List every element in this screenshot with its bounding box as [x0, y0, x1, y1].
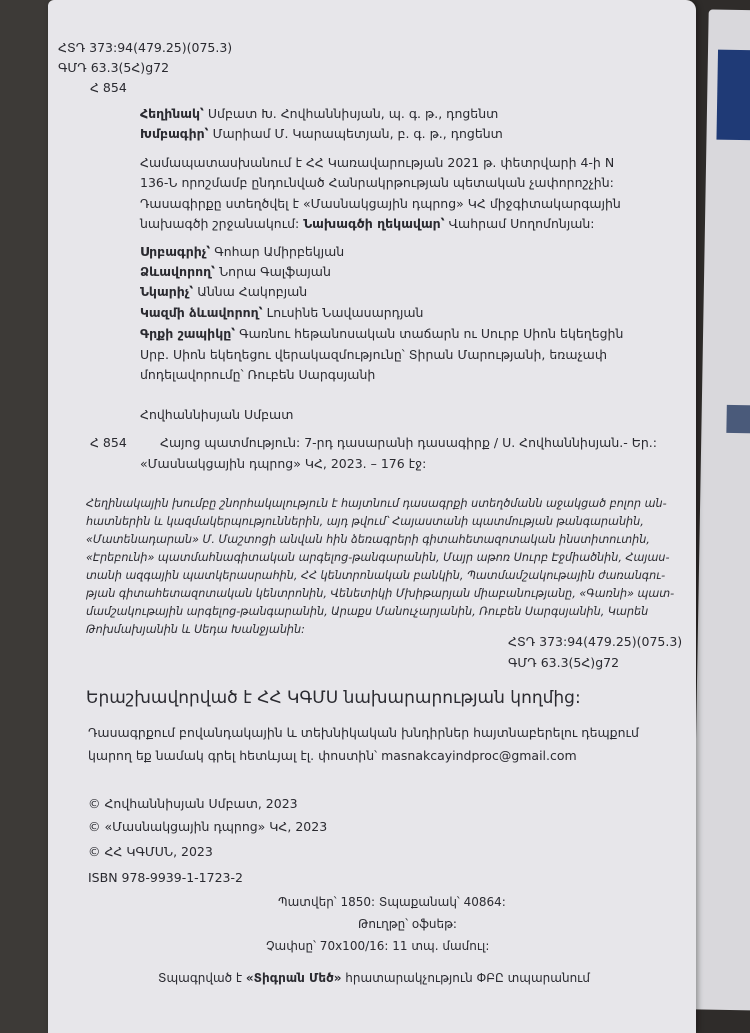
adjacent-page-gray-block	[726, 405, 750, 434]
acknowledgement-line: «Մատենադարան» Մ. Մաշտոցի անվան հին ձեռագրերի գիտահետազոտական ինստիտուտին,	[86, 533, 650, 546]
acknowledgement-line: «Էրեբունի» պատմահնագիտական արգելոց-թանգարանին, Մայր աթոռ Սուրբ Էջմիածնին, Հայաս-	[86, 551, 670, 564]
credit-name: Գոհար Ամիրբեկյան	[210, 244, 345, 259]
isbn: ISBN 978-9939-1-1723-2	[88, 870, 243, 885]
printer-name: «Տիգրան Մեծ»	[245, 971, 342, 985]
bbk-code: ԳՄԴ 63.3(5Հ)g72	[58, 60, 170, 75]
credit-proofreader	[140, 246, 344, 259]
credit-role: Հեղինակ՝	[140, 106, 204, 121]
acknowledgement-line: Հեղինակային խումբը շնորհակալություն է հայտնում դասագրքի ստեղծմանն աջակցած բոլոր ան-	[86, 497, 667, 510]
credit-illustrator	[140, 286, 307, 299]
catalog-line: «Մասնակցային դպրոց» ԿՀ, 2023. – 176 էջ:	[140, 456, 427, 471]
approval-line: Համապատասխանում է ՀՀ Կառավարության 2021 թ. փետրվարի 4-ի N	[140, 155, 615, 170]
printed-by-pre: Տպագրված է	[158, 971, 246, 985]
author-mark: Հ 854	[90, 80, 127, 95]
udc-code: ՀՏԴ 373:94(479.25)(075.3)	[58, 40, 233, 55]
contact-line: կարող եք նամակ գրել հետևյալ էլ. փոստին՝ masnakcayindproc@gmail.com	[88, 748, 577, 763]
project-lead-role: Նախագծի ղեկավար՝	[303, 216, 445, 231]
cover-note-line: մոդելավորումը՝ Ռուբեն Սարգսյանի	[140, 367, 376, 382]
udc-code-bottom: ՀՏԴ 373:94(479.25)(075.3)	[508, 634, 683, 649]
credit-cover	[140, 328, 623, 341]
approval-line-last	[140, 218, 595, 231]
print-order: Պատվեր՝ 1850: Տպաքանակ՝ 40864:	[278, 895, 506, 909]
project-lead-name: Վահրամ Սողոմոնյան:	[444, 216, 595, 231]
acknowledgement-line: հատներին և կազմակերպություններին, այդ թվում՝ Հայաստանի պատմության թանգարանին,	[86, 515, 644, 528]
catalog-code: Հ 854	[90, 435, 127, 450]
credit-author	[140, 108, 498, 121]
credit-role: Գրքի շապիկը՝	[140, 326, 236, 341]
print-paper: Թուղթը՝ օֆսեթ:	[358, 917, 457, 931]
print-format: Չափսը՝ 70x100/16: 11 տպ. մամուլ:	[266, 939, 490, 953]
recommendation-heading: Երաշխավորված է ՀՀ ԿԳՄՍ նախարարության կողմից:	[86, 688, 581, 708]
catalog-author: Հովհաննիսյան Սմբատ	[140, 407, 294, 422]
cover-note-line: Սրբ. Սիոն եկեղեցու վերակազմությունը՝ Տիրան Մարությանի, եռաչափ	[140, 347, 607, 362]
approval-line: 136-Ն որոշմամբ ընդունված Հանրակրթության պետական չափորոշչին:	[140, 175, 614, 190]
acknowledgement-line: Թոխմախյանին և Սեդա Խանջյանին:	[86, 623, 305, 636]
approval-text: նախագծի շրջանակում:	[140, 216, 300, 231]
credit-role: Սրբագրիչ՝	[140, 244, 211, 259]
credit-role: Նկարիչ՝	[140, 284, 194, 299]
credit-name: Գառնու հեթանոսական տաճարն ու Սուրբ Սիոն եկեղեցին	[235, 326, 624, 341]
printed-by-post: հրատարակչություն ՓԲԸ տպարանում	[341, 971, 590, 985]
credit-name: Աննա Հակոբյան	[193, 284, 308, 299]
credit-name: Սմբատ Խ. Հովհաննիսյան, պ. գ. թ., դոցենտ	[203, 106, 499, 121]
credit-name: Նորա Գալֆայան	[215, 264, 331, 279]
copyright-line: © Հովհաննիսյան Սմբատ, 2023	[88, 796, 298, 811]
credit-role: Ձևավորող՝	[140, 264, 216, 279]
bbk-code-bottom: ԳՄԴ 63.3(5Հ)g72	[508, 655, 620, 670]
approval-line: Դասագիրքը ստեղծվել է «Մասնակցային դպրոց» ԿՀ միջգիտակարգային	[140, 196, 621, 211]
adjacent-page-blue-block	[716, 50, 750, 141]
copyright-line: © ՀՀ ԿԳՄՍՆ, 2023	[88, 844, 213, 859]
book-page	[48, 0, 696, 1033]
credit-role: Խմբագիր՝	[140, 126, 209, 141]
credit-editor	[140, 128, 503, 141]
credit-role: Կազմի ձևավորող՝	[140, 305, 263, 320]
credit-name: Մարիամ Մ. Կարապետյան, բ. գ. թ., դոցենտ	[208, 126, 503, 141]
contact-line: Դասագրքում բովանդակային և տեխնիկական խնդիրներ հայտնաբերելու դեպքում	[88, 725, 639, 740]
catalog-line: Հայոց պատմություն: 7-րդ դասարանի դասագիրք / Ս. Հովհաննիսյան.- Եր.:	[160, 435, 657, 450]
printed-by	[158, 972, 590, 984]
credit-name: Լուսինե Նավասարդյան	[262, 305, 424, 320]
acknowledgement-line: տանի ազգային պատկերասրահին, ՀՀ կենտրոնական բանկին, Պատմամշակութային ժառանգու-	[86, 569, 666, 582]
credit-designer	[140, 266, 331, 279]
acknowledgement-line: թյան գիտահետազոտական կենտրոնին, Վենետիկի Մխիթարյան միաբանությանը, «Գառնի» պատ-	[86, 587, 675, 600]
copyright-line: © «Մասնակցային դպրոց» ԿՀ, 2023	[88, 819, 328, 834]
credit-cover-designer	[140, 307, 423, 320]
acknowledgement-line: մամշակութային արգելոց-թանգարանին, Արաքս Մանուչարյանին, Ռուբեն Սարգսյանին, Կարեն	[86, 605, 649, 618]
